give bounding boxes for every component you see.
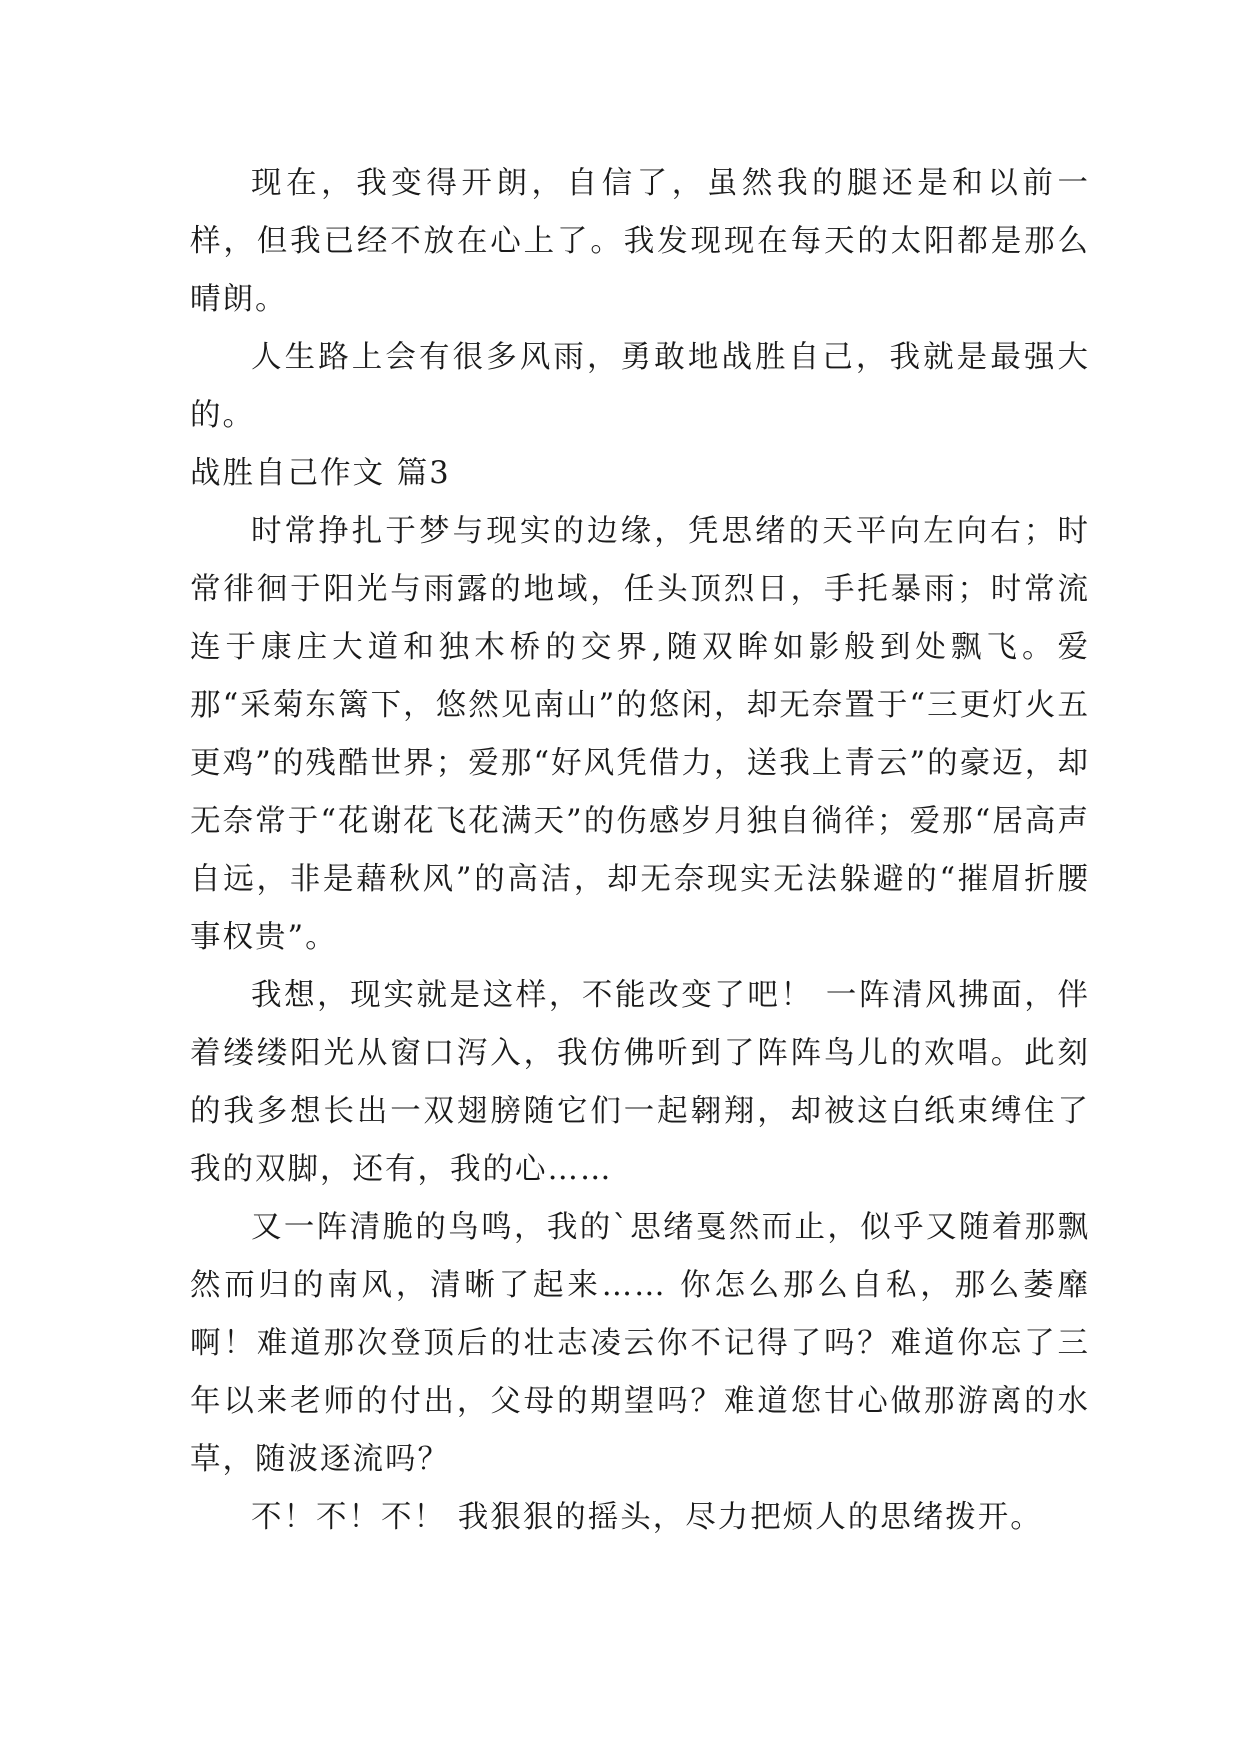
document-body: [190, 155, 1090, 1547]
paragraph-no-no-no: 不！不！不！ 我狠狠的摇头，尽力把烦人的思绪拨开。: [251, 1500, 1043, 1535]
paragraph-bright-now: 现在，我变得开朗，自信了，虽然我的腿还是和以前一样，但我已经不放在心上了。我发现现在每天的太阳都是那么晴朗。: [190, 166, 1090, 317]
paragraph-bird-song: 又一阵清脆的鸟鸣，我的`思绪戛然而止，似乎又随着那飘然而归的南风，清晰了起来…… 你怎么那么自私，那么萎靡啊！难道那次登顶后的壮志凌云你不记得了吗？难道你忘了三年以来老师的付出，父母的期望吗？难道您甘心做那游离的水草，随波逐流吗？: [190, 1210, 1090, 1477]
section-heading: 战胜自己作文 篇3: [190, 456, 451, 491]
paragraph-dream-reality: 时常挣扎于梦与现实的边缘，凭思绪的天平向左向右；时常徘徊于阳光与雨露的地域，任头顶烈日，手托暴雨；时常流连于康庄大道和独木桥的交界,随双眸如影般到处飘飞。爱那“采菊东篱下，悠然见南山”的悠闲，却无奈置于“三更灯火五更鸡”的残酷世界；爱那“好风凭借力，送我上青云”的豪迈，却无奈常于“花谢花飞花满天”的伤感岁月独自徜徉；爱那“居高声自远，非是藉秋风”的高洁，却无奈现实无法躲避的“摧眉折腰事权贵”。: [190, 514, 1090, 955]
paragraph-strongest: 人生路上会有很多风雨，勇敢地战胜自己，我就是最强大的。: [190, 340, 1090, 433]
paragraph-breeze: 我想，现实就是这样，不能改变了吧！ 一阵清风拂面，伴着缕缕阳光从窗口泻入，我仿佛听到了阵阵鸟儿的欢唱。此刻的我多想长出一双翅膀随它们一起翱翔，却被这白纸束缚住了我的双脚，还有，我的心……: [190, 978, 1090, 1187]
